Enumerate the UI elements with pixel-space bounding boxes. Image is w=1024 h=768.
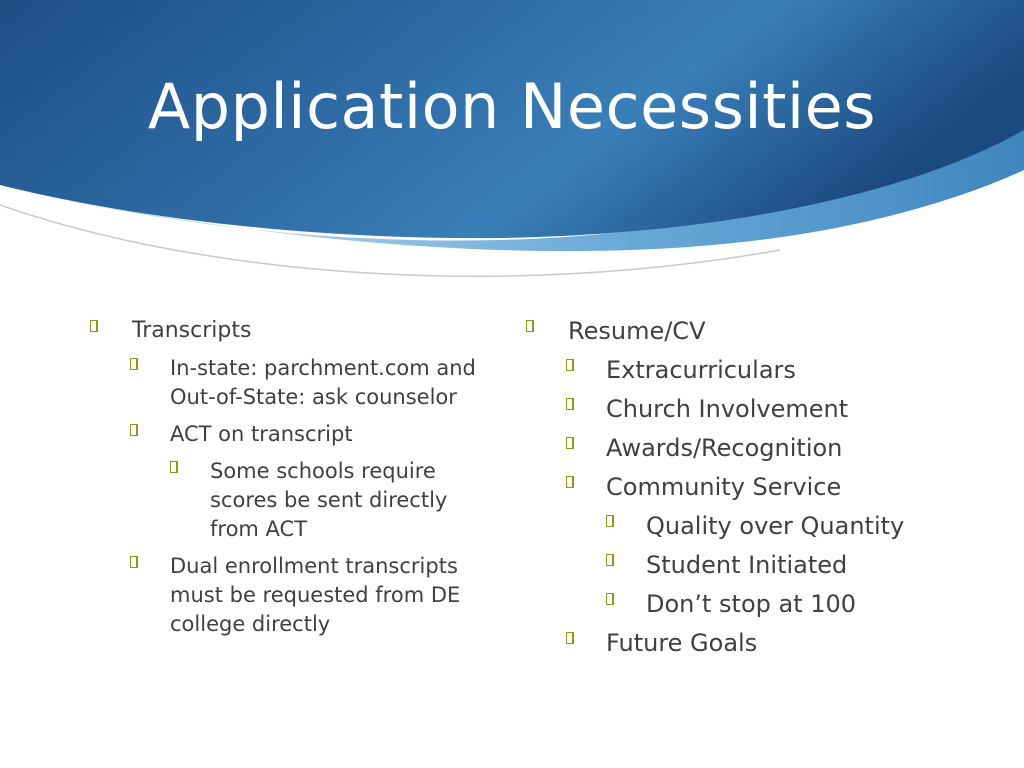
list-item-label: Extracurriculars: [606, 356, 796, 384]
bullet-icon: [526, 320, 534, 332]
list-item: [526, 355, 946, 386]
list-item: [90, 420, 500, 449]
bullet-icon: [606, 515, 614, 527]
list-item-label: Community Service: [606, 473, 842, 501]
list-item: [526, 472, 946, 503]
list-item-label: Church Involvement: [606, 395, 849, 423]
bullet-icon: [606, 554, 614, 566]
slide-title: Application Necessities: [147, 70, 877, 143]
list-item: [526, 628, 946, 659]
list-item-transcripts: [90, 316, 500, 346]
right-column: [526, 316, 946, 667]
bullet-icon: [170, 461, 178, 473]
list-item-label: Awards/Recognition: [606, 434, 843, 462]
list-item-label: Student Initiated: [646, 551, 848, 579]
bullet-icon: [130, 358, 138, 370]
list-item: [90, 552, 500, 639]
list-item-label: Some schools require scores be sent directly from ACT: [210, 459, 448, 541]
bullet-icon: [566, 359, 574, 371]
bullet-icon: [566, 632, 574, 644]
list-subitem: [90, 457, 500, 544]
list-subitem: [526, 589, 946, 620]
list-subitem: [526, 550, 946, 581]
list-item-label: Future Goals: [606, 629, 758, 657]
list-item-label: In-state: parchment.com and Out-of-State: ask counselor: [170, 356, 476, 409]
list-item: [90, 354, 500, 412]
list-item-resume: [526, 316, 946, 347]
bullet-icon: [606, 593, 614, 605]
list-subitem: [526, 511, 946, 542]
list-item-label: ACT on transcript: [170, 422, 353, 446]
left-column: [90, 316, 500, 647]
list-item: [526, 433, 946, 464]
bullet-icon: [90, 320, 98, 332]
list-item-label: Dual enrollment transcripts must be requested from DE college directly: [170, 554, 461, 636]
list-item-label: Quality over Quantity: [646, 512, 905, 540]
list-item-label: Don’t stop at 100: [646, 590, 857, 618]
bullet-icon: [130, 424, 138, 436]
list-item-label: Transcripts: [132, 318, 252, 343]
list-item: [526, 394, 946, 425]
bullet-icon: [566, 437, 574, 449]
bullet-icon: [566, 476, 574, 488]
list-item-label: Resume/CV: [568, 317, 706, 345]
bullet-icon: [566, 398, 574, 410]
bullet-icon: [130, 556, 138, 568]
